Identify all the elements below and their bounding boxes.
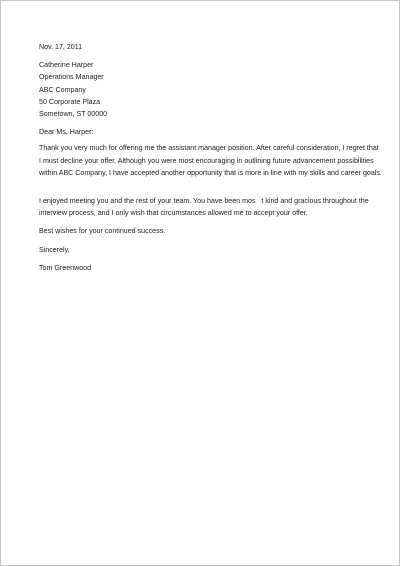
paragraph-decline [39,142,382,179]
letter-date [39,41,361,53]
paragraph-line: I must decline your offer. Although you were most encouraging in outlining future advancement possibilities [39,156,374,165]
paragraph-line: Thank you very much for offering me the assistant manager position. After careful consideration, I regret that [39,144,379,153]
paragraph-thanks [39,195,369,219]
closing-text: Sincerely, [39,245,70,254]
best-wishes-text: Best wishes for your continued success. [39,227,166,236]
signature-name: Tom Greenwood [39,263,92,272]
recipient-street: 50 Corporate Plaza [39,97,101,106]
salutation-text: Dear Ms. Harper: [39,128,94,137]
recipient-title: Operations Manager [39,73,104,82]
recipient-company: ABC Company [39,85,86,94]
recipient-address [39,59,361,120]
closing [39,244,361,256]
recipient-city: Sometown, ST 00000 [39,110,108,119]
best-wishes [39,225,361,237]
paragraph-line: I enjoyed meeting you and the rest of your team. You have been mos t kind and gracious throughout the [39,197,369,206]
recipient-name: Catherine Harper [39,61,94,70]
paragraph-line: within ABC Company, I have accepted another opportunity that is more in line with my skills and career goals. [39,168,382,177]
date-text: Nov. 17, 2011 [39,43,83,51]
signature [39,262,361,274]
salutation [39,126,361,138]
paragraph-line: interview process, and I only wish that circumstances allowed me to accept your offer. [39,209,308,218]
letter-body [39,41,382,274]
